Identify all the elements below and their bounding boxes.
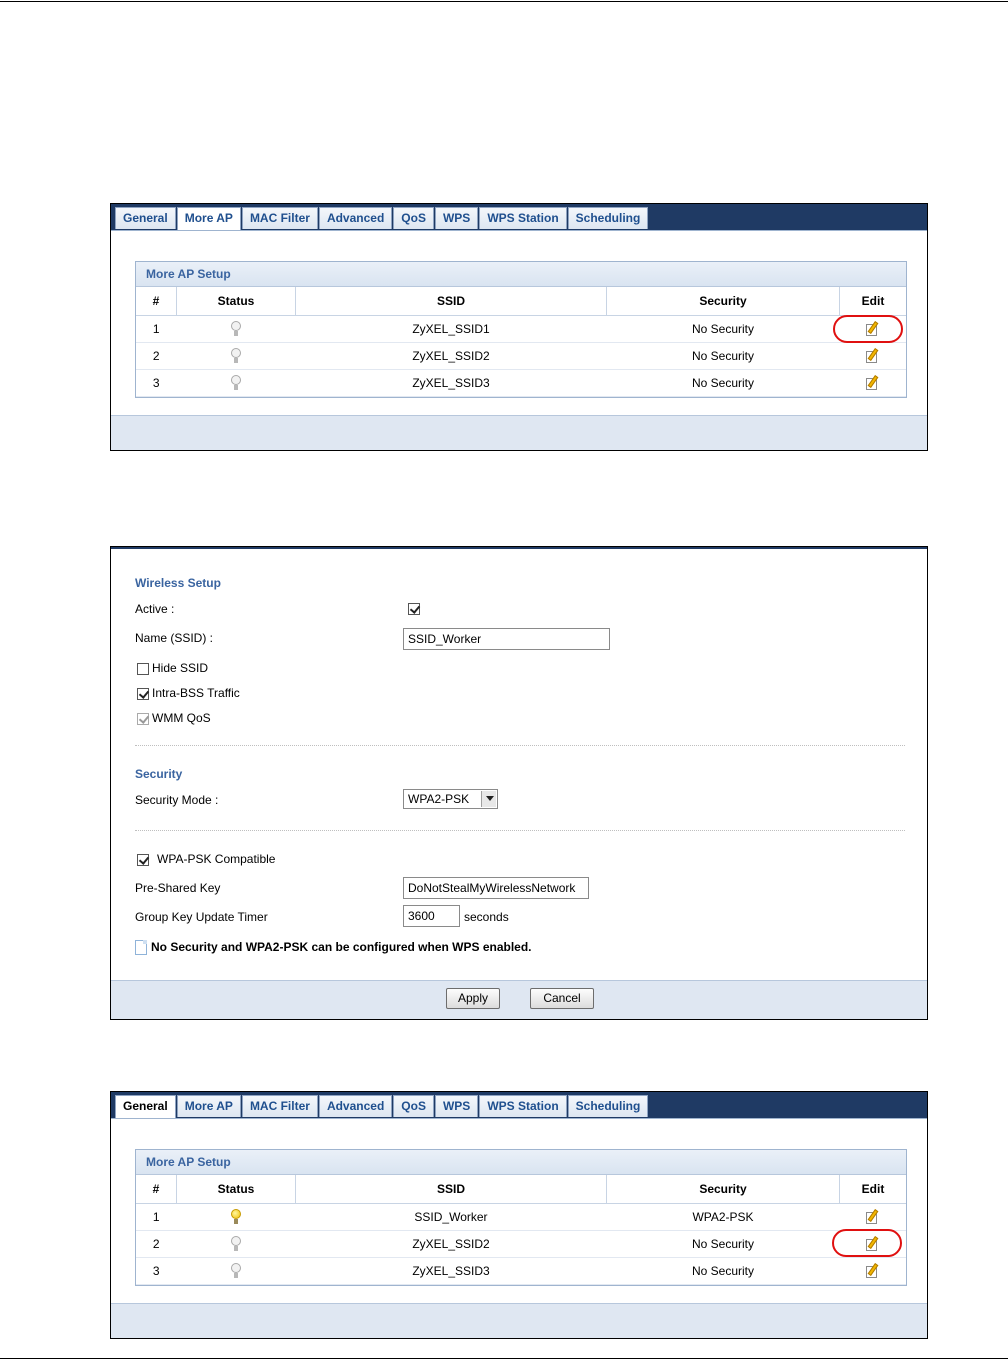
row-security: No Security — [607, 1258, 840, 1285]
row-security: No Security — [607, 316, 840, 343]
row-status — [177, 1231, 296, 1258]
highlight-circle — [833, 315, 903, 343]
col-status: Status — [177, 287, 296, 316]
row-security: WPA2-PSK — [607, 1204, 840, 1231]
more-ap-setup-section — [135, 1149, 907, 1286]
tab-advanced[interactable]: Advanced — [319, 1095, 392, 1117]
row-num: 2 — [136, 343, 177, 370]
tab-more-ap[interactable]: More AP — [177, 1095, 241, 1117]
active-checkbox[interactable] — [408, 603, 420, 615]
row-security: No Security — [607, 370, 840, 397]
row-ssid: ZyXEL_SSID3 — [296, 370, 607, 397]
tab-more-ap[interactable]: More AP — [177, 207, 241, 230]
table-row — [136, 1258, 906, 1285]
light-bulb-icon — [230, 348, 242, 364]
panel-top-bar — [111, 547, 927, 549]
col-num: # — [136, 287, 177, 316]
section-title: More AP Setup — [136, 1150, 906, 1175]
hide-ssid-checkbox[interactable] — [137, 663, 149, 675]
tab-qos[interactable]: QoS — [393, 207, 434, 229]
col-security: Security — [607, 1175, 840, 1204]
tab-mac-filter[interactable]: MAC Filter — [242, 207, 318, 229]
chevron-down-icon[interactable] — [481, 791, 496, 807]
bottom-rule — [0, 1358, 1008, 1359]
row-status — [177, 343, 296, 370]
row-security: No Security — [607, 1231, 840, 1258]
row-num: 1 — [136, 1204, 177, 1231]
row-ssid: ZyXEL_SSID2 — [296, 1231, 607, 1258]
row-ssid: SSID_Worker — [296, 1204, 607, 1231]
table-row — [136, 343, 906, 370]
divider — [135, 830, 905, 831]
tab-bar — [111, 204, 927, 231]
tab-scheduling[interactable]: Scheduling — [568, 207, 649, 229]
table-row — [136, 370, 906, 397]
panel-footer — [111, 415, 927, 450]
gkut-input[interactable]: 3600 — [403, 905, 460, 927]
row-edit — [840, 370, 907, 397]
wpa-compat-checkbox[interactable] — [137, 854, 149, 866]
hide-ssid-row — [137, 661, 208, 675]
tab-qos[interactable]: QoS — [393, 1095, 434, 1117]
name-ssid-label: Name (SSID) : — [135, 631, 214, 645]
row-status — [177, 316, 296, 343]
tab-general[interactable]: General — [115, 1095, 176, 1118]
table-row — [136, 316, 906, 343]
tab-scheduling[interactable]: Scheduling — [568, 1095, 649, 1117]
row-ssid: ZyXEL_SSID3 — [296, 1258, 607, 1285]
divider — [135, 745, 905, 746]
col-edit: Edit — [840, 1175, 907, 1204]
wpa-compat-label: WPA-PSK Compatible — [157, 852, 276, 866]
edit-icon[interactable] — [865, 375, 881, 391]
gkut-unit: seconds — [464, 910, 509, 924]
row-ssid: ZyXEL_SSID2 — [296, 343, 607, 370]
row-status — [177, 1204, 296, 1231]
row-num: 1 — [136, 316, 177, 343]
wireless-edit-panel — [110, 546, 928, 1020]
top-rule — [0, 1, 1008, 2]
row-ssid: ZyXEL_SSID1 — [296, 316, 607, 343]
more-ap-setup-section — [135, 261, 907, 398]
edit-icon[interactable] — [865, 1263, 881, 1279]
light-bulb-icon — [230, 321, 242, 337]
table-row — [136, 1231, 906, 1258]
tab-wps[interactable]: WPS — [435, 1095, 478, 1117]
tab-general[interactable]: General — [115, 207, 176, 229]
table-row — [136, 1204, 906, 1231]
apply-button[interactable]: Apply — [446, 988, 500, 1009]
security-mode-select[interactable] — [403, 789, 498, 809]
note-text: No Security and WPA2-PSK can be configured when WPS enabled. — [151, 940, 532, 954]
tab-bar — [111, 1092, 927, 1119]
wps-note — [135, 940, 532, 955]
psk-label: Pre-Shared Key — [135, 881, 221, 895]
highlight-circle — [832, 1229, 902, 1257]
col-num: # — [136, 1175, 177, 1204]
col-status: Status — [177, 1175, 296, 1204]
row-num: 3 — [136, 1258, 177, 1285]
tab-wps-station[interactable]: WPS Station — [479, 207, 566, 229]
ap-table — [136, 287, 906, 397]
panel-footer — [111, 1303, 927, 1338]
tab-mac-filter[interactable]: MAC Filter — [242, 1095, 318, 1117]
row-status — [177, 370, 296, 397]
row-num: 2 — [136, 1231, 177, 1258]
row-status — [177, 1258, 296, 1285]
col-ssid: SSID — [296, 287, 607, 316]
light-bulb-icon — [230, 1236, 242, 1252]
section-title: More AP Setup — [136, 262, 906, 287]
row-edit — [840, 343, 907, 370]
col-ssid: SSID — [296, 1175, 607, 1204]
gkut-label: Group Key Update Timer — [135, 910, 268, 924]
wmm-qos-checkbox — [137, 713, 149, 725]
tab-wps-station[interactable]: WPS Station — [479, 1095, 566, 1117]
edit-icon[interactable] — [865, 1209, 881, 1225]
more-ap-panel-2 — [110, 1091, 928, 1339]
edit-icon[interactable] — [865, 348, 881, 364]
col-security: Security — [607, 287, 840, 316]
row-edit — [840, 1204, 907, 1231]
wmm-qos-label: WMM QoS — [152, 711, 211, 725]
cancel-button[interactable]: Cancel — [530, 988, 594, 1009]
hide-ssid-label: Hide SSID — [152, 661, 209, 675]
col-edit: Edit — [840, 287, 907, 316]
wireless-setup-title: Wireless Setup — [135, 576, 221, 590]
intra-bss-checkbox[interactable] — [137, 688, 149, 700]
note-icon — [135, 940, 147, 955]
tab-wps[interactable]: WPS — [435, 207, 478, 229]
psk-input[interactable]: DoNotStealMyWirelessNetwork — [403, 877, 589, 899]
active-label: Active : — [135, 602, 175, 616]
ap-table — [136, 1175, 906, 1285]
panel-footer — [111, 980, 927, 1019]
wpa-compat-row — [137, 852, 275, 866]
security-mode-label: Security Mode : — [135, 793, 219, 807]
tab-advanced[interactable]: Advanced — [319, 207, 392, 229]
light-bulb-on-icon — [230, 1209, 242, 1225]
more-ap-panel-1 — [110, 203, 928, 451]
intra-bss-row — [137, 686, 240, 700]
light-bulb-icon — [230, 1263, 242, 1279]
row-num: 3 — [136, 370, 177, 397]
security-title: Security — [135, 767, 183, 781]
security-mode-value: WPA2-PSK — [408, 792, 470, 806]
row-security: No Security — [607, 343, 840, 370]
wmm-qos-row — [137, 711, 211, 725]
light-bulb-icon — [230, 375, 242, 391]
row-edit — [840, 1258, 907, 1285]
ssid-name-input[interactable]: SSID_Worker — [403, 628, 610, 650]
intra-bss-label: Intra-BSS Traffic — [152, 686, 240, 700]
